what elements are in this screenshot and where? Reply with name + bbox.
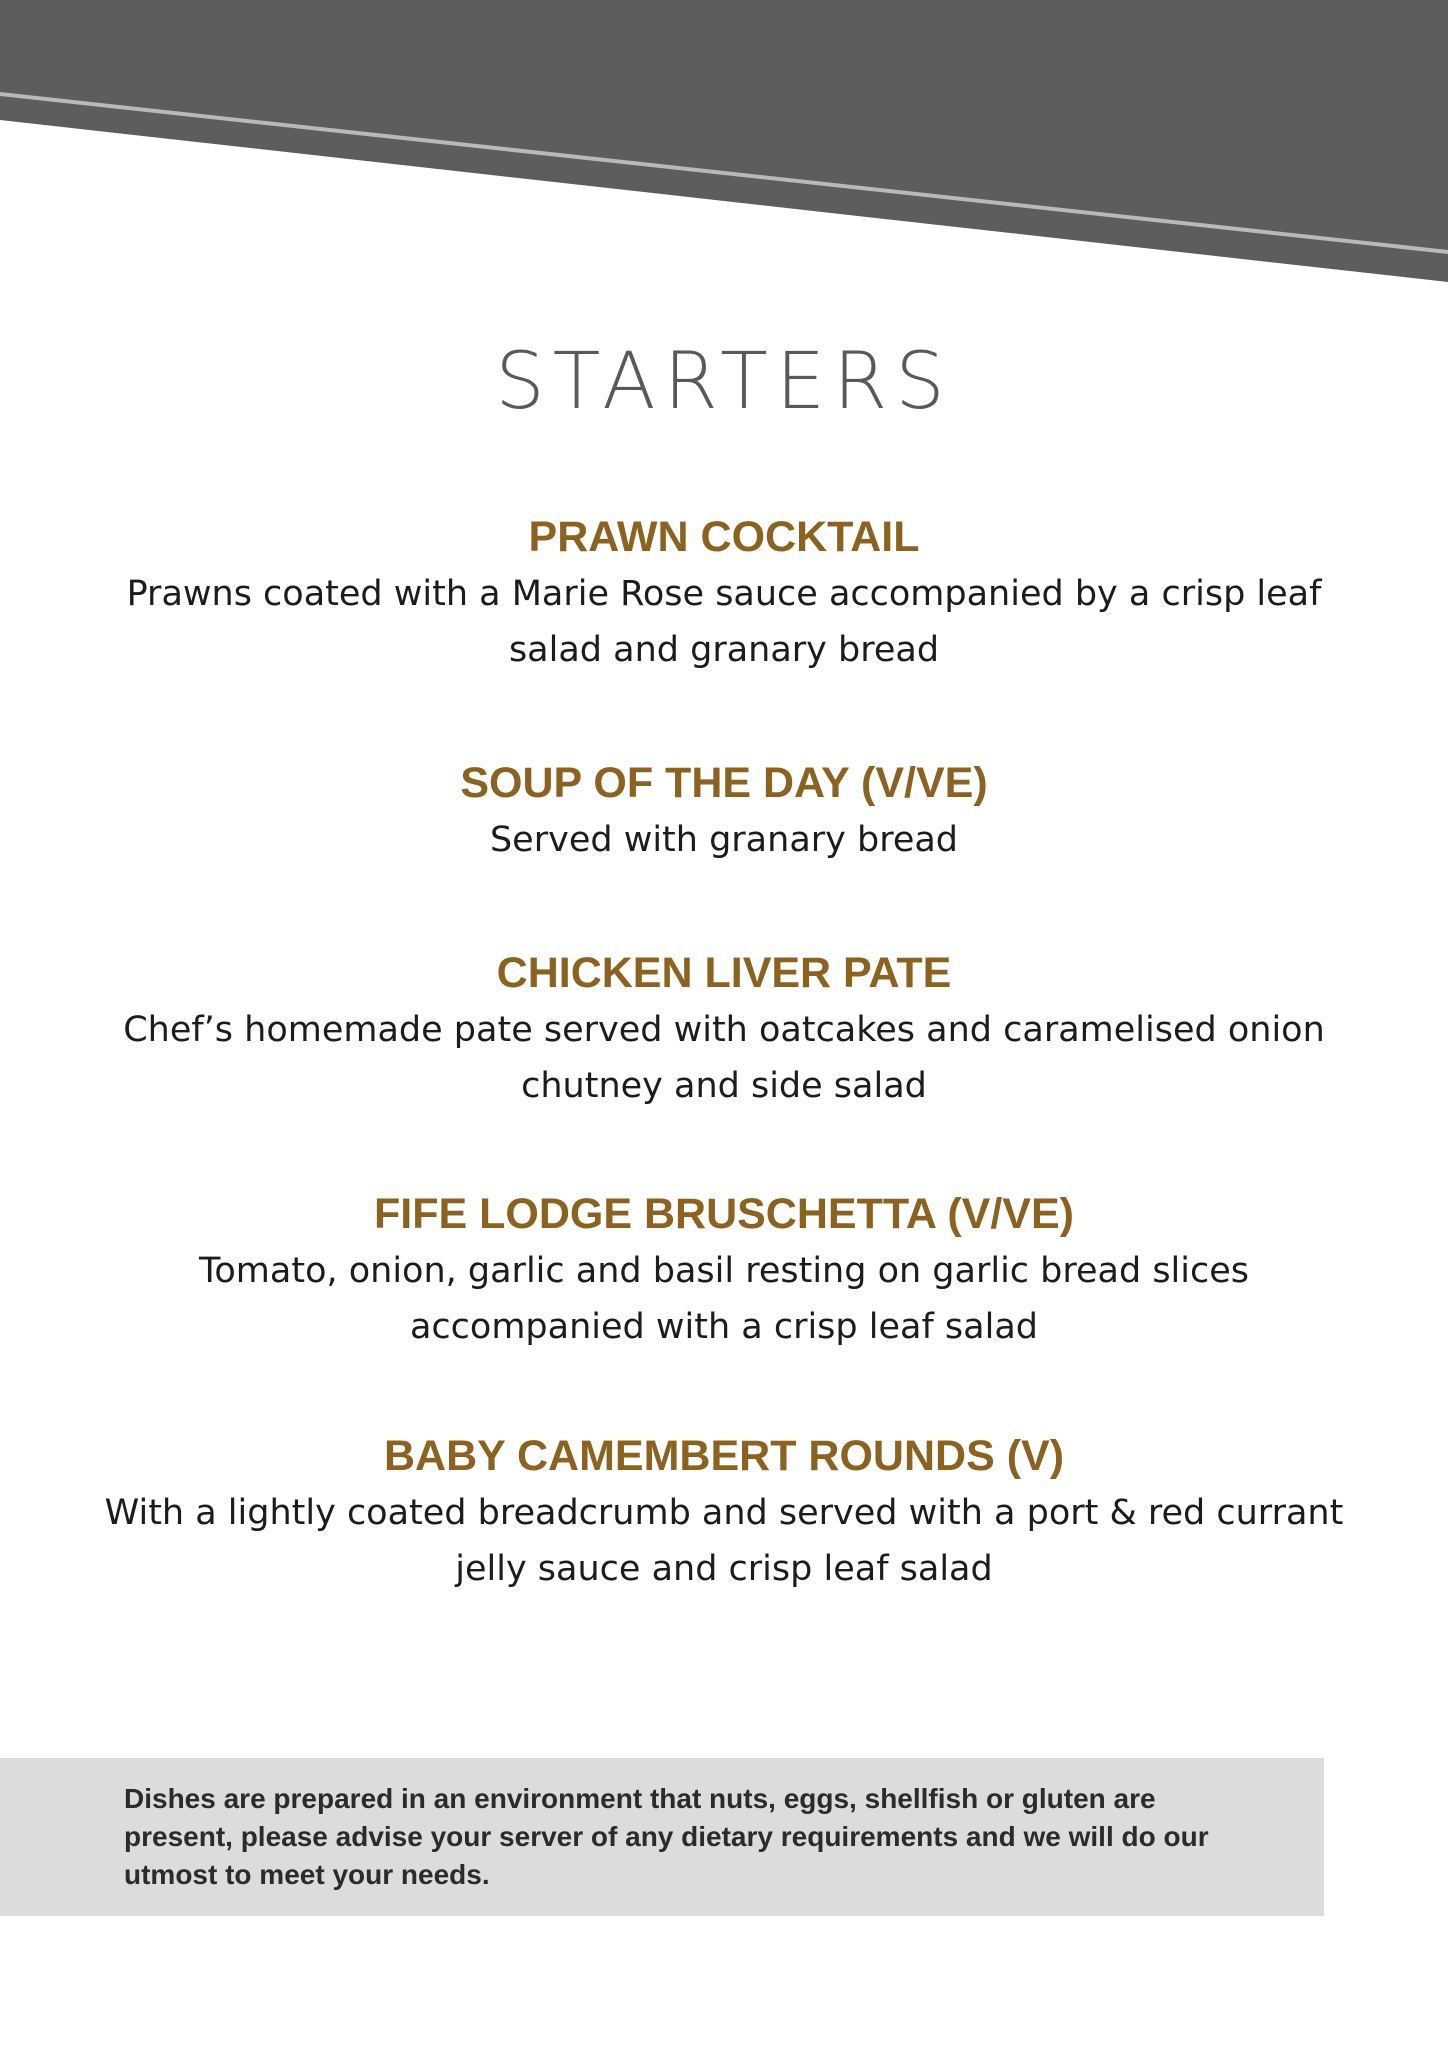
header-banner-shape [0,0,1448,282]
menu-item [90,508,1358,678]
dish-description: With a lightly coated breadcrumb and served with a port & red currant jelly sauce and crisp leaf salad [104,1493,1344,1589]
menu-item [90,1427,1358,1597]
dish-name: SOUP OF THE DAY (V/VE) [460,759,988,807]
allergy-notice [0,1758,1324,1916]
allergy-notice-text: Dishes are prepared in an environment that nuts, eggs, shellfish or gluten are present, please advise your server of any dietary requirements and we will do our utmost to meet your needs. [124,1783,1209,1890]
dish-name: BABY CAMEMBERT ROUNDS (V) [383,1432,1065,1480]
dish-description: Served with granary bread [489,820,959,860]
dish-name: PRAWN COCKTAIL [528,513,920,561]
dish-name: CHICKEN LIVER PATE [496,949,952,997]
dish-description: Chef’s homemade pate served with oatcakes and caramelised onion chutney and side salad [123,1010,1325,1106]
dish-description: Prawns coated with a Marie Rose sauce accompanied by a crisp leaf salad and granary bread [126,574,1322,670]
menu-item [90,1185,1358,1355]
header-banner [0,0,1448,290]
dish-name: FIFE LODGE BRUSCHETTA (V/VE) [374,1190,1074,1238]
menu-item [90,944,1358,1114]
page-title: STARTERS [495,337,953,427]
menu-item [90,754,1358,868]
dish-description: Tomato, onion, garlic and basil resting on garlic bread slices accompanied with a crisp leaf salad [198,1251,1250,1347]
